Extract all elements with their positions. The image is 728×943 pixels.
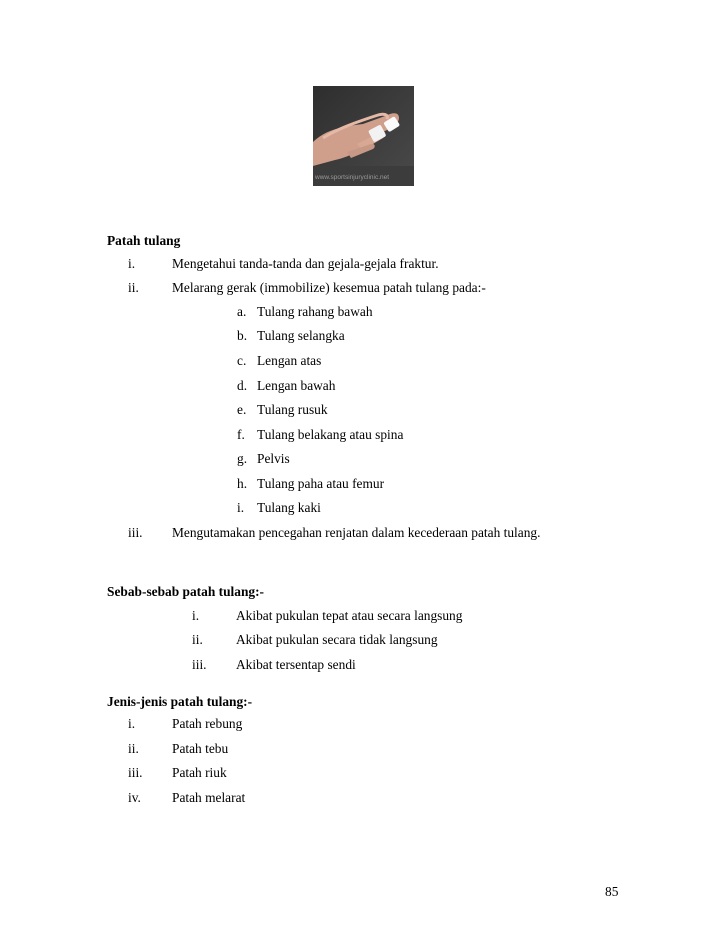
list-item-number: iv. [128,790,141,805]
list-item-number: i. [128,256,136,271]
sublist-item-letter: c. [237,353,247,368]
list-item-text: Akibat tersentap sendi [236,657,356,672]
list-item-text: Mengetahui tanda-tanda dan gejala-gejala fraktur. [172,256,439,271]
photo-watermark: www.sportsinjuryclinic.net [315,174,390,181]
list-item-text: Patah riuk [172,765,227,780]
sublist-item-text: Lengan bawah [257,378,336,393]
list-item-text: Melarang gerak (immobilize) kesemua patah tulang pada:- [172,280,486,295]
list-item-number: iii. [192,657,207,672]
list-item-text: Mengutamakan pencegahan renjatan dalam kecederaan patah tulang. [172,525,541,540]
sublist-item-text: Tulang rahang bawah [257,304,373,319]
section-title-jenis: Jenis-jenis patah tulang:- [107,694,253,709]
sublist-item-text: Tulang paha atau femur [257,476,385,491]
sublist-item-letter: g. [237,451,248,466]
hand-illustration [313,86,414,186]
sublist-item-text: Lengan atas [257,353,322,368]
finger-bandage-photo [313,86,414,186]
list-item-number: iii. [128,525,143,540]
page-number: 85 [605,884,619,899]
list-item-text: Patah tebu [172,741,229,756]
sublist-item-letter: h. [237,476,248,491]
sublist-item-text: Pelvis [257,451,290,466]
sublist-item-letter: e. [237,402,247,417]
list-item-number: i. [192,608,200,623]
sublist-item-text: Tulang kaki [257,500,321,515]
sublist-item-letter: d. [237,378,248,393]
section-title-patah-tulang: Patah tulang [107,233,181,248]
list-item-text: Patah rebung [172,716,243,731]
sublist-item-letter: b. [237,328,248,343]
list-item-number: ii. [192,632,203,647]
list-item-number: ii. [128,741,139,756]
list-item-number: ii. [128,280,139,295]
list-item-text: Akibat pukulan secara tidak langsung [236,632,438,647]
sublist-item-letter: a. [237,304,247,319]
list-item-text: Akibat pukulan tepat atau secara langsung [236,608,463,623]
sublist-item-text: Tulang selangka [257,328,345,343]
list-item-number: i. [128,716,136,731]
section-title-sebab: Sebab-sebab patah tulang:- [107,584,265,599]
sublist-item-letter: i. [237,500,245,515]
sublist-item-text: Tulang belakang atau spina [257,427,404,442]
list-item-number: iii. [128,765,143,780]
list-item-text: Patah melarat [172,790,246,805]
sublist-item-text: Tulang rusuk [257,402,328,417]
sublist-item-letter: f. [237,427,245,442]
